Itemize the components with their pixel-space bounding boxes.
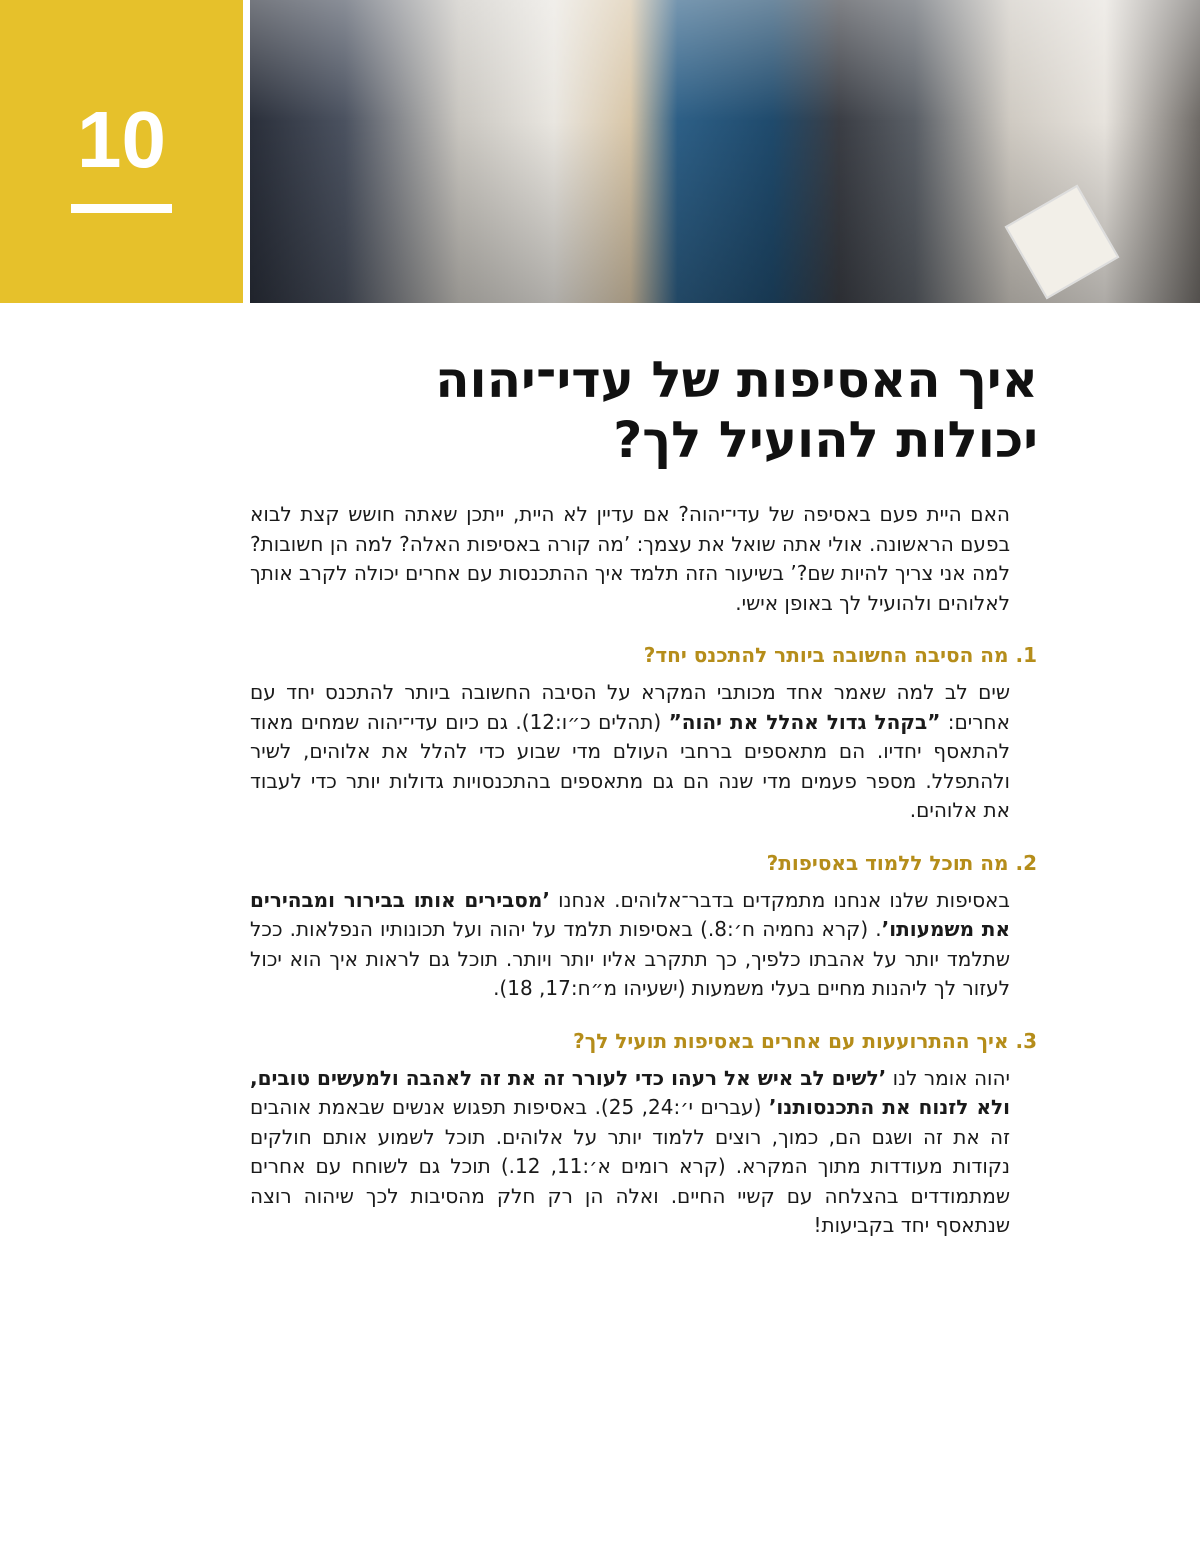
lesson-number-underline — [71, 204, 172, 213]
scripture-quote: ’מסבירים אותו בבירור ומבהירים את משמעותו’ — [250, 887, 1010, 941]
section-heading: 2. מה תוכל ללמוד באסיפות? — [766, 850, 1037, 875]
lesson-content — [249, 500, 1037, 1263]
scripture-quote: ”בקהל גדול אהלל את יהוה” — [668, 709, 941, 734]
section-3 — [250, 1026, 1037, 1241]
header-photo-congregation — [250, 0, 1200, 303]
intro-paragraph: האם היית פעם באסיפה של עדי־יהוה? אם עדיין לא היית, ייתכן שאתה חושש קצת לבוא בפעם הראשונה. אולי אתה שואל את עצמך: ’מה קורה באסיפות האלה? למה הן חשובות? למה אני צריך להיות שם?’ בשיעור הזה תלמד איך ההתכנסות עם אחרים יכולה לקרב אותך לאלוהים ולהועיל לך באופן אישי. — [249, 502, 1010, 615]
scripture-quote: ’לשים לב איש אל רעהו כדי לעורר זה את זה לאהבה ולמעשים טובים, ולא לזנוח את התכנסותנו’ — [250, 1065, 1010, 1119]
section-heading: 3. איך ההתרועעות עם אחרים באסיפות תועיל לך? — [573, 1028, 1037, 1053]
section-1 — [250, 640, 1037, 826]
lesson-number-block — [0, 0, 243, 303]
section-heading: 1. מה הסיבה החשובה ביותר להתכנס יחד? — [643, 643, 1037, 667]
title-line-2: יכולות להועיל לך? — [613, 411, 1038, 469]
section-paragraph: יהוה אומר לנו ’לשים לב איש אל רעהו כדי לעורר זה את זה לאהבה ולמעשים טובים, ולא לזנוח את התכנסותנו’ (עברים י׳:24, 25). באסיפות תפגוש אנשים שבאמת אוהבים זה את זה ושגם הם, כמוך, רוצים ללמוד יותר על אלוהים. תוכל לשמוע אותם חולקים נקודות מעודדות מתוך המקרא. (קרא רומים א׳:11, 12.) תוכל גם לשוחח עם אחרים שמתמודדים בהצלחה עם קשיי החיים. ואלה הן רק חלק מהסיבות לכך שיהוה רוצה שנתאסף יחד בקביעות! — [250, 1065, 1010, 1237]
lesson-number: 10 — [77, 95, 166, 184]
page-title — [238, 350, 1038, 470]
section-paragraph: שים לב למה שאמר אחד מכותבי המקרא על הסיבה החשובה ביותר להתכנס יחד עם אחרים: ”בקהל גדול אהלל את יהוה” (תהלים כ״ו:12). גם כיום עדי־יהוה שמחים מאוד להתאסף יחדיו. הם מתאספים ברחבי העולם מדי שבוע כדי להלל את אלוהים, לשיר ולהתפלל. מספר פעמים מדי שנה הם גם מתאספים בהתכנסויות גדולות יותר כדי לעבוד את אלוהים. — [250, 680, 1010, 822]
section-2 — [250, 848, 1037, 1004]
title-line-1: איך האסיפות של עדי־יהוה — [435, 351, 1038, 409]
section-paragraph: באסיפות שלנו אנחנו מתמקדים בדבר־אלוהים. אנחנו ’מסבירים אותו בבירור ומבהירים את משמעותו’. (קרא נחמיה ח׳:8.) באסיפות תלמד על יהוה ועל תכונותיו הנפלאות. ככל שתלמד יותר על אהבתו כלפיך, כך תתקרב אליו יותר ויותר. תוכל גם לראות איך הוא יכול לעזור לך ליהנות מחיים בעלי משמעות (ישעיהו מ״ח:17, 18). — [250, 887, 1010, 1000]
